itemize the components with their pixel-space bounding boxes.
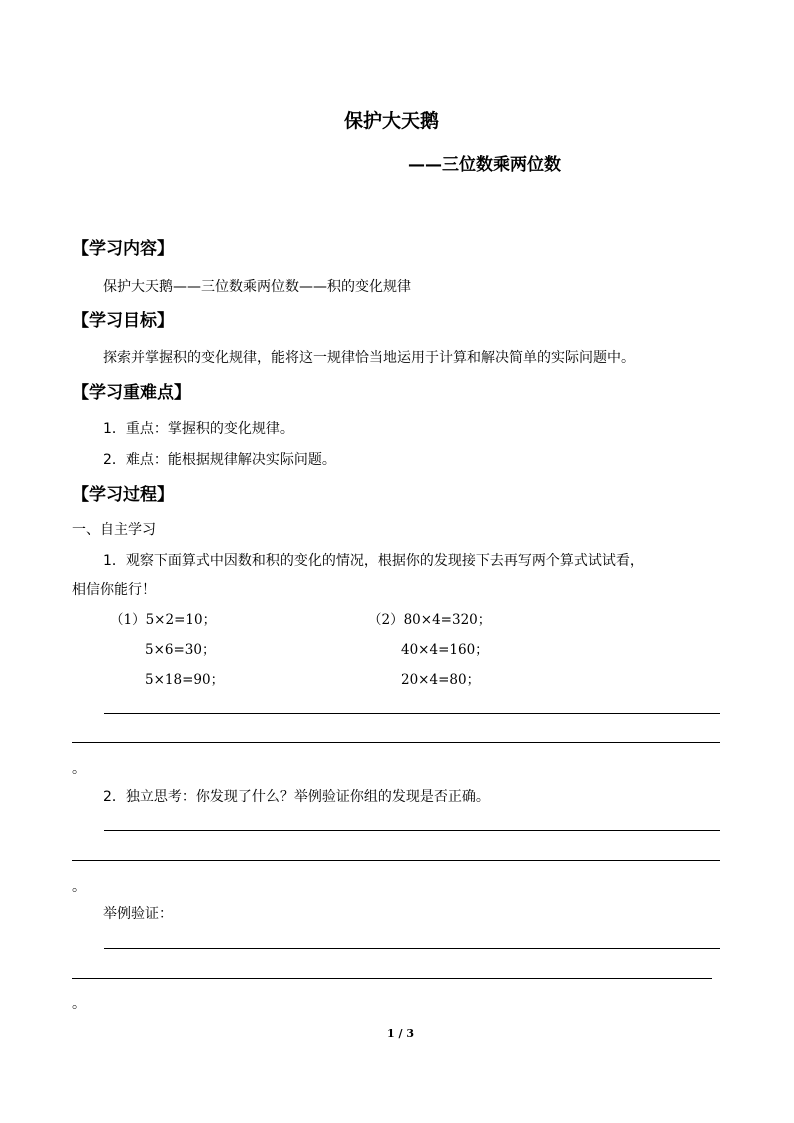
equation-group2-1: （2）80×4=320； bbox=[368, 612, 492, 628]
question-1-line-1: 1．观察下面算式中因数和积的变化的情况，根据你的发现接下去再写两个算式试试看， bbox=[103, 553, 644, 569]
key-point-2: 2．难点：能根据规律解决实际问题。 bbox=[103, 452, 336, 468]
section-heading-goal: 【学习目标】 bbox=[72, 311, 174, 331]
page-number: 1 / 3 bbox=[387, 1027, 414, 1040]
question-2: 2．独立思考：你发现了什么？举例验证你组的发现是否正确。 bbox=[103, 789, 490, 805]
page-title: 保护大天鹅 bbox=[344, 110, 440, 132]
section-heading-content: 【学习内容】 bbox=[72, 239, 174, 259]
content-text: 保护大天鹅——三位数乘两位数——积的变化规律 bbox=[103, 279, 411, 295]
question-1-line-2: 相信你能行！ bbox=[72, 582, 156, 598]
equation-group2-2: 40×4=160； bbox=[401, 642, 489, 658]
page-subtitle: ——三位数乘两位数 bbox=[408, 155, 561, 175]
goal-text: 探索并掌握积的变化规律，能将这一规律恰当地运用于计算和解决简单的实际问题中。 bbox=[103, 350, 635, 366]
section-heading-process: 【学习过程】 bbox=[72, 485, 174, 505]
self-study-heading: 一、自主学习 bbox=[72, 522, 156, 538]
period-mark: 。 bbox=[72, 761, 86, 777]
equation-group2-3: 20×4=80； bbox=[401, 672, 481, 688]
answer-line bbox=[104, 830, 720, 831]
period-mark: 。 bbox=[72, 879, 86, 895]
example-label: 举例验证： bbox=[103, 906, 173, 922]
answer-line bbox=[104, 713, 720, 714]
answer-line bbox=[72, 860, 720, 861]
answer-line bbox=[72, 742, 720, 743]
period-mark: 。 bbox=[72, 996, 86, 1012]
key-point-1: 1．重点：掌握积的变化规律。 bbox=[103, 421, 294, 437]
section-heading-key-points: 【学习重难点】 bbox=[72, 383, 191, 403]
equation-group1-3: 5×18=90； bbox=[145, 672, 225, 688]
equation-group1-1: （1）5×2=10； bbox=[110, 612, 217, 628]
answer-line bbox=[72, 978, 712, 979]
answer-line bbox=[104, 948, 720, 949]
equation-group1-2: 5×6=30； bbox=[145, 642, 216, 658]
